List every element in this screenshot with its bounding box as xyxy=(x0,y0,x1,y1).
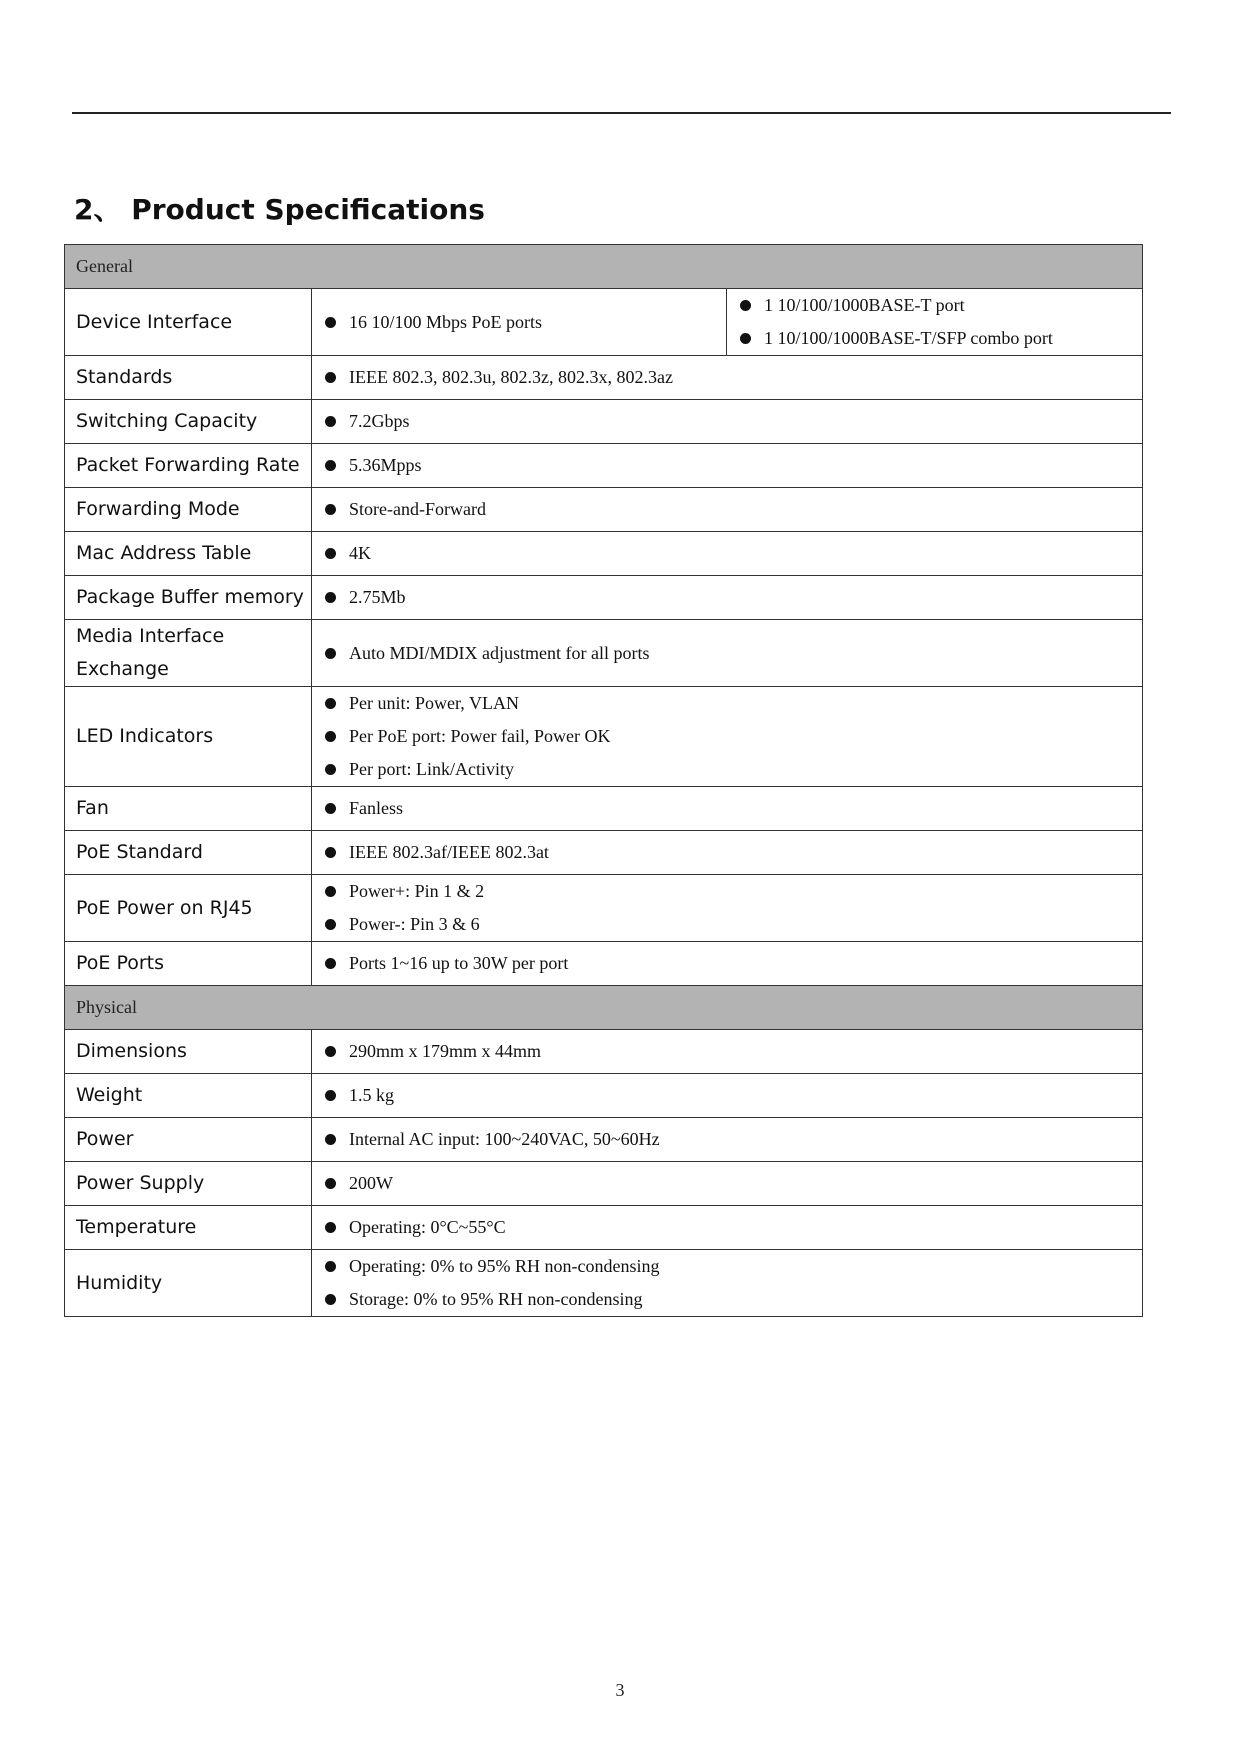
spec-row-dimensions xyxy=(65,1030,1143,1074)
spec-value-item: Per port: Link/Activity xyxy=(323,753,1142,786)
spec-value-cell xyxy=(312,1074,1143,1118)
spec-label: Standards xyxy=(65,356,312,400)
page-number: 3 xyxy=(615,1680,625,1700)
spec-label: Weight xyxy=(65,1074,312,1118)
header-rule xyxy=(72,112,1171,114)
spec-label: LED Indicators xyxy=(65,687,312,787)
spec-label: Fan xyxy=(65,787,312,831)
spec-value-item: 5.36Mpps xyxy=(323,449,1142,482)
spec-row-fan xyxy=(65,787,1143,831)
spec-label: Forwarding Mode xyxy=(65,488,312,532)
group-row-physical xyxy=(65,986,1143,1030)
spec-value-item: Internal AC input: 100~240VAC, 50~60Hz xyxy=(323,1123,1142,1156)
spec-value-item: 2.75Mb xyxy=(323,581,1142,614)
spec-label: Package Buffer memory xyxy=(65,576,312,620)
spec-value-cell xyxy=(312,831,1143,875)
spec-row-device-interface xyxy=(65,289,1143,356)
spec-row-mac-address-table xyxy=(65,532,1143,576)
spec-row-packet-forwarding-rate xyxy=(65,444,1143,488)
spec-value-item: Storage: 0% to 95% RH non-condensing xyxy=(323,1283,1142,1316)
spec-value-cell xyxy=(727,289,1143,356)
spec-value-cell xyxy=(312,1118,1143,1162)
page-title: 2、 Product Specifications xyxy=(74,193,485,226)
spec-label: PoE Power on RJ45 xyxy=(65,875,312,942)
spec-value-cell xyxy=(312,1206,1143,1250)
spec-row-switching-capacity xyxy=(65,400,1143,444)
spec-value-item: 4K xyxy=(323,537,1142,570)
spec-value-cell xyxy=(312,444,1143,488)
spec-value-cell xyxy=(312,488,1143,532)
spec-value-item: IEEE 802.3, 802.3u, 802.3z, 802.3x, 802.3az xyxy=(323,361,1142,394)
spec-row-poe-ports xyxy=(65,942,1143,986)
spec-value-item: Ports 1~16 up to 30W per port xyxy=(323,947,1142,980)
spec-row-standards xyxy=(65,356,1143,400)
spec-label: Power xyxy=(65,1118,312,1162)
spec-value-cell xyxy=(312,687,1143,787)
spec-value-cell xyxy=(312,875,1143,942)
spec-value-cell xyxy=(312,787,1143,831)
spec-value-item: 290mm x 179mm x 44mm xyxy=(323,1035,1142,1068)
spec-label: Device Interface xyxy=(65,289,312,356)
spec-row-temperature xyxy=(65,1206,1143,1250)
group-row-general xyxy=(65,245,1143,289)
spec-label: Temperature xyxy=(65,1206,312,1250)
spec-row-package-buffer-memory xyxy=(65,576,1143,620)
spec-value-item: 1.5 kg xyxy=(323,1079,1142,1112)
spec-value-item: Auto MDI/MDIX adjustment for all ports xyxy=(323,637,1142,670)
spec-row-power-supply xyxy=(65,1162,1143,1206)
spec-label: Packet Forwarding Rate xyxy=(65,444,312,488)
spec-row-forwarding-mode xyxy=(65,488,1143,532)
spec-value-item: Operating: 0°C~55°C xyxy=(323,1211,1142,1244)
spec-value-item: 200W xyxy=(323,1167,1142,1200)
spec-value-cell xyxy=(312,532,1143,576)
spec-label: Dimensions xyxy=(65,1030,312,1074)
spec-row-poe-standard xyxy=(65,831,1143,875)
spec-row-power xyxy=(65,1118,1143,1162)
spec-value-cell xyxy=(312,942,1143,986)
spec-value-item: Power-: Pin 3 & 6 xyxy=(323,908,1142,941)
spec-value-cell xyxy=(312,289,727,356)
group-header-physical: Physical xyxy=(65,986,1143,1030)
spec-value-item: Per unit: Power, VLAN xyxy=(323,687,1142,720)
spec-value-item: IEEE 802.3af/IEEE 802.3at xyxy=(323,836,1142,869)
spec-value-item: Power+: Pin 1 & 2 xyxy=(323,875,1142,908)
spec-value-item: 7.2Gbps xyxy=(323,405,1142,438)
spec-value-item: Fanless xyxy=(323,792,1142,825)
spec-value-item: Per PoE port: Power fail, Power OK xyxy=(323,720,1142,753)
spec-label: PoE Ports xyxy=(65,942,312,986)
spec-value-cell xyxy=(312,400,1143,444)
spec-value-item: 1 10/100/1000BASE-T port xyxy=(738,289,1142,322)
spec-row-media-interface-exchange xyxy=(65,620,1143,687)
spec-value-cell xyxy=(312,1250,1143,1317)
spec-label: Switching Capacity xyxy=(65,400,312,444)
spec-label: Media Interface Exchange xyxy=(65,620,312,687)
group-header-general: General xyxy=(65,245,1143,289)
spec-label: PoE Standard xyxy=(65,831,312,875)
spec-value-cell xyxy=(312,1030,1143,1074)
spec-value-cell xyxy=(312,576,1143,620)
spec-value-cell xyxy=(312,1162,1143,1206)
spec-value-item: Operating: 0% to 95% RH non-condensing xyxy=(323,1250,1142,1283)
spec-value-cell xyxy=(312,620,1143,687)
spec-row-poe-power-on-rj45 xyxy=(65,875,1143,942)
spec-value-item: 16 10/100 Mbps PoE ports xyxy=(323,306,726,339)
spec-value-item: 1 10/100/1000BASE-T/SFP combo port xyxy=(738,322,1142,355)
spec-label: Humidity xyxy=(65,1250,312,1317)
spec-row-led-indicators xyxy=(65,687,1143,787)
spec-label: Mac Address Table xyxy=(65,532,312,576)
spec-row-humidity xyxy=(65,1250,1143,1317)
specifications-table xyxy=(64,244,1143,1317)
spec-value-item: Store-and-Forward xyxy=(323,493,1142,526)
spec-row-weight xyxy=(65,1074,1143,1118)
spec-label: Power Supply xyxy=(65,1162,312,1206)
spec-value-cell xyxy=(312,356,1143,400)
